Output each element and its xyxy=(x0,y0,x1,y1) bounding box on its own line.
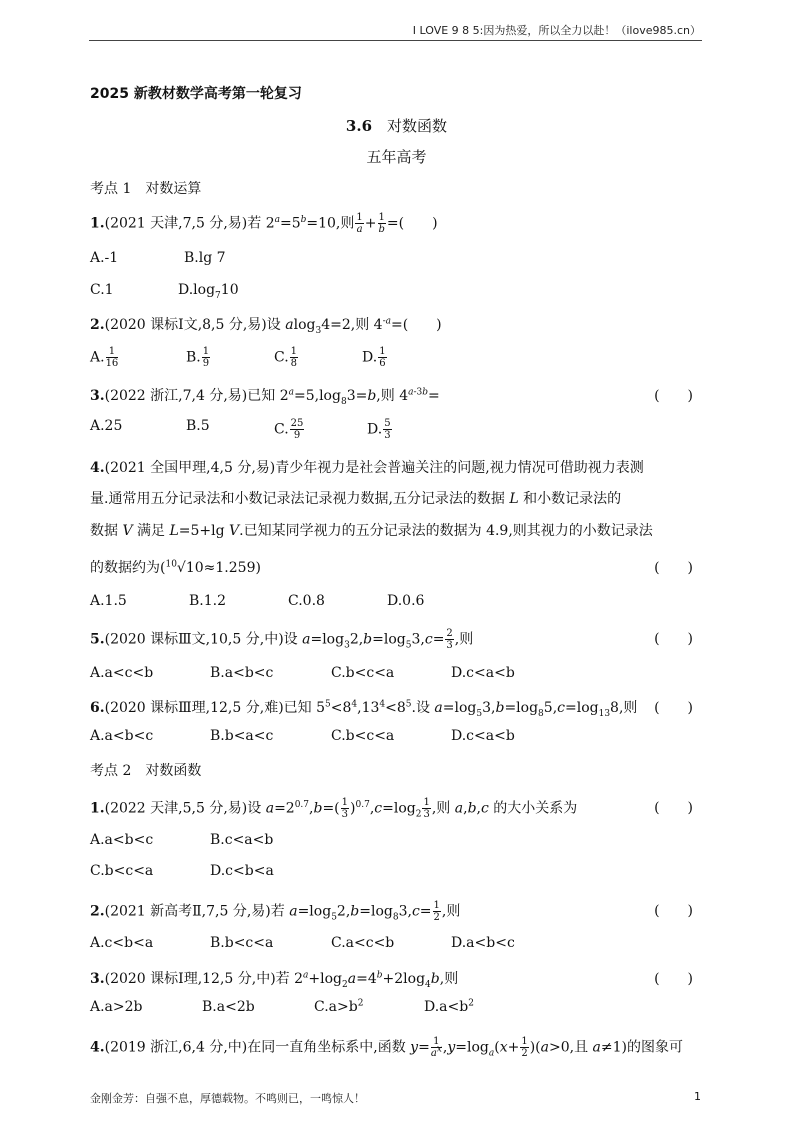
q1-2-option-b: B. $\frac{1}{9}$ xyxy=(186,346,210,369)
q2-1-option-a: A.a<b<c xyxy=(90,832,154,848)
q1-4-line-4: 的数据约为($^{10}$√10≈1.259) xyxy=(90,559,261,576)
q2-2-option-b: B.b<c<a xyxy=(210,935,274,951)
q2-2-option-a: A.c<b<a xyxy=(90,935,154,951)
q2-3-option-b: B.a<2b xyxy=(202,999,255,1015)
q1-3-option-a: A.25 xyxy=(90,418,123,434)
q2-2: 2.(2021 新高考Ⅱ,7,5 分,易)若 $a=\log_52,b=\log_83,c=$ $\frac{1}{2}$ ,则 xyxy=(90,900,461,923)
q1-2-option-d: D. $\frac{1}{6}$ xyxy=(362,346,386,369)
q1-4-line-3: 数据 V 满足 L=5+lg V.已知某同学视力的五分记录法的数据为 4.9,则其视力的小数记录法 xyxy=(90,523,653,539)
section-name: 对数函数 xyxy=(387,117,448,135)
q2-2-option-c: C.a<c<b xyxy=(331,935,395,951)
q1-4-option-b: B.1.2 xyxy=(189,593,227,609)
q2-3-option-c: $C.a>b^2$ xyxy=(314,998,364,1015)
q1-4-option-a: A.1.5 xyxy=(90,593,127,609)
kaodian-2-heading: 考点 2 对数函数 xyxy=(90,763,202,779)
q2-4: 4.(2019 浙江,6,4 分,中)在同一直角坐标系中,函数 y= $\frac{1}{a^x}$ $,y=\log_a(x+$ $\frac{1}{2}$ )(a>0,且 a≠1)的图象可 xyxy=(90,1036,684,1059)
q1-4-option-d: D.0.6 xyxy=(387,593,425,609)
kaodian-1-heading: 考点 1 对数运算 xyxy=(90,181,202,197)
q1-1-option-b: B.lg 7 xyxy=(184,250,226,266)
q1-5-option-b: B.a<b<c xyxy=(210,665,274,681)
q1-1-option-d: $D.\log_710$ xyxy=(178,282,239,301)
q2-3-answer-blank: ( ) xyxy=(654,971,693,987)
q1-4-line-2: 量.通常用五分记录法和小数记录法记录视力数据,五分记录法的数据 L 和小数记录法的 xyxy=(90,491,622,507)
q1-1-option-c: C.1 xyxy=(90,282,114,298)
q1-5-answer-blank: ( ) xyxy=(654,631,693,647)
q2-2-answer-blank: ( ) xyxy=(654,903,693,919)
q1-5-option-d: D.c<a<b xyxy=(451,665,515,681)
q2-3: 3.(2020 课标Ⅰ理,12,5 分,中)若 $2^a+\log_2a=4^b+2\log_4b$,则 xyxy=(90,970,459,990)
q1-6-option-b: B.b<a<c xyxy=(210,728,274,744)
q1-6-option-d: D.c<a<b xyxy=(451,728,515,744)
q1-3-option-d: D. $\frac{5}{3}$ xyxy=(367,418,391,441)
header-divider xyxy=(89,40,702,41)
q1-4-answer-blank: ( ) xyxy=(654,560,693,576)
q1-3: 3.(2022 浙江,7,4 分,易)已知 $2^a=5,\log_83=b$,则 $4^{a-3b}=$ xyxy=(90,387,440,407)
q1-5-option-c: C.b<c<a xyxy=(331,665,395,681)
q1-6: 6.(2020 课标Ⅲ理,12,5 分,难)已知 $5^5<8^4,13^4<8^5$.设 $a=\log_53,b=\log_85,c=\log_{13}8$,则 xyxy=(90,699,638,719)
q2-1: 1.(2022 天津,5,5 分,易)设 $a=2^{0.7},b=$( $\frac{1}{3}$ )$^{0.7},c=\log_2$ $\frac{1}{3}$ ,则 a,b,c 的大小关系为 xyxy=(90,797,578,820)
q2-1-option-d: D.c<b<a xyxy=(210,863,274,879)
q1-1-option-a: A.-1 xyxy=(90,250,119,266)
q1-2-option-c: C. $\frac{1}{8}$ xyxy=(274,346,298,369)
q1-3-answer-blank: ( ) xyxy=(654,388,693,404)
q1-2-option-a: A. $\frac{1}{16}$ xyxy=(90,346,119,369)
q2-3-option-d: $D.a<b^2$ xyxy=(424,998,474,1015)
q1-6-answer-blank: ( ) xyxy=(654,700,693,716)
q1-1: 1.(2021 天津,7,5 分,易)若 $2^a=5^b=10$,则 $\frac{1}{a}$ + $\frac{1}{b}$ =( ) xyxy=(90,212,438,235)
section-title xyxy=(0,115,793,136)
q1-5: 5.(2020 课标Ⅲ文,10,5 分,中)设 $a=\log_32,b=\log_53,c=$ $\frac{2}{3}$ ,则 xyxy=(90,628,474,651)
q1-4-option-c: C.0.8 xyxy=(288,593,325,609)
page-header: I LOVE 9 8 5:因为热爱，所以全力以赴！（ilove985.cn） xyxy=(412,24,701,37)
q1-3-option-b: B.5 xyxy=(186,418,210,434)
q1-6-option-a: A.a<b<c xyxy=(90,728,154,744)
page-number: 1 xyxy=(694,1090,701,1103)
document-title: 2025 新教材数学高考第一轮复习 xyxy=(90,86,302,102)
q1-2: 2.(2020 课标Ⅰ文,8,5 分,易)设 alog$_3$4=2,则 $4^{-a}=$( ) xyxy=(90,316,442,336)
q2-1-option-b: B.c<a<b xyxy=(210,832,274,848)
q1-6-option-c: C.b<c<a xyxy=(331,728,395,744)
q1-3-option-c: C. $\frac{25}{9}$ xyxy=(274,418,304,441)
page-footer: 金刚金芳：自强不息，厚德载物。不鸣则已，一鸣惊人！ xyxy=(90,1092,365,1105)
q1-4-line-1: 4.(2021 全国甲理,4,5 分,易)青少年视力是社会普遍关注的问题,视力情况可借助视力表测 xyxy=(90,460,644,476)
q1-5-option-a: A.a<c<b xyxy=(90,665,154,681)
section-number: 3.6 xyxy=(345,117,373,135)
q2-2-option-d: D.a<b<c xyxy=(451,935,515,951)
q2-1-option-c: C.b<c<a xyxy=(90,863,154,879)
subtitle: 五年高考 xyxy=(366,148,427,166)
q2-3-option-a: A.a>2b xyxy=(90,999,143,1015)
q2-1-answer-blank: ( ) xyxy=(654,800,693,816)
